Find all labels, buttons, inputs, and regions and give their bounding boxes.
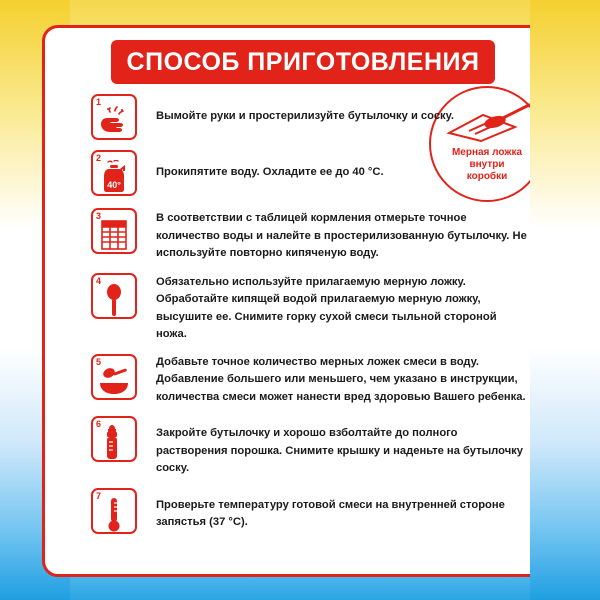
list-item (57, 150, 549, 196)
step-number: 4 (96, 275, 102, 286)
step-number: 2 (96, 153, 102, 163)
step-text: Обязательно используйте прилагаемую мерную ложку. Обработайте кипящей водой прилагаемую мерную ложку, высушите ее. Снимите горку сухой смеси тыльной стороной ножа. (156, 275, 497, 340)
step-text: Проверьте температуру готовой смеси на внутренней стороне запястья (37 °С). (156, 498, 505, 528)
thermometer-icon (93, 496, 135, 534)
list-item (57, 208, 549, 263)
measuring-spoon-icon (93, 281, 135, 319)
step-number: 6 (96, 419, 102, 429)
badge-line-1: Мерная ложка (451, 147, 523, 158)
step-icon-box (91, 150, 137, 196)
list-item (57, 94, 549, 140)
step-number: 1 (96, 97, 102, 107)
kettle-icon (93, 158, 135, 196)
badge-line-2: внутри (469, 159, 505, 170)
feeding-table-icon (93, 216, 135, 254)
step-number: 5 (96, 356, 102, 367)
step-text: Закройте бутылочку и хорошо взболтайте до полного растворения порошка. Снимите крышку и наденьте на бутылочку соску. (156, 427, 524, 474)
page-title-text: СПОСОБ ПРИГОТОВЛЕНИЯ (126, 47, 480, 76)
step-icon-box (91, 94, 137, 140)
bowl-with-spoon-icon (93, 362, 135, 400)
step-icon-box (91, 273, 137, 319)
step-number: 7 (96, 490, 102, 501)
svg-text:40°: 40° (107, 180, 121, 190)
washing-hands-icon (93, 102, 135, 140)
step-icon-box (91, 416, 137, 462)
step-icon-box (91, 208, 137, 254)
page-title (111, 40, 495, 84)
step-text: Прокипятите воду. Охладите ее до 40 °С. (156, 166, 384, 178)
list-item (57, 354, 549, 407)
badge-line-3: коробки (466, 171, 508, 182)
list-item (57, 273, 549, 344)
step-icon-box (91, 354, 137, 400)
step-text: Добавьте точное количество мерных ложек смеси в воду. Добавление большего или меньшего, чем указано в инструкции, количества смеси может нанести вред здоровью Вашего ребенка. (156, 355, 526, 403)
step-text: Вымойте руки и простерилизуйте бутылочку и соску. (156, 110, 455, 122)
step-icon-box (91, 488, 137, 534)
baby-bottle-icon (93, 424, 135, 462)
step-number: 3 (96, 211, 102, 221)
list-item (57, 488, 549, 534)
steps-list (57, 94, 549, 538)
list-item (57, 416, 549, 478)
step-text: В соответствии с таблицей кормления отмерьте точное количество воды и налейте в простерилизованную бутылочку. Не используйте повторно кипяченую воду. (156, 212, 527, 259)
instruction-card (42, 25, 558, 577)
